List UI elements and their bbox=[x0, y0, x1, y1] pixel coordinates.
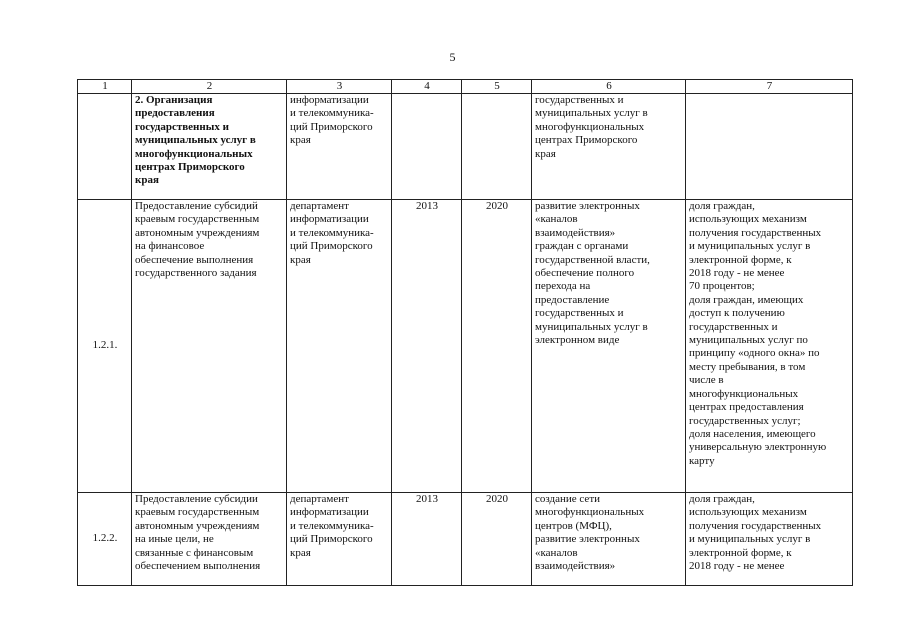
measure-name: 2. Организация предоставления государственных и муниципальных услуг в многофункциональных центрах Приморского края bbox=[132, 94, 287, 200]
row-number: 1.2.2. bbox=[78, 493, 132, 586]
column-header: 2 bbox=[132, 80, 287, 94]
row-number: 1.2.1. bbox=[78, 200, 132, 493]
measures-table bbox=[77, 79, 853, 586]
table-row bbox=[78, 94, 853, 200]
start-year: 2013 bbox=[392, 493, 462, 586]
column-header: 7 bbox=[686, 80, 853, 94]
column-header: 5 bbox=[462, 80, 532, 94]
expected-result: развитие электронных «каналов взаимодействия» граждан с органами государственной власти, обеспечение полного перехода на предоставление государственных и муниципальных услуг в электронном виде bbox=[532, 200, 686, 493]
row-number bbox=[78, 94, 132, 200]
expected-result: государственных и муниципальных услуг в многофункциональных центрах Приморского края bbox=[532, 94, 686, 200]
start-year bbox=[392, 94, 462, 200]
indicator: доля граждан, использующих механизм получения государственных и муниципальных услуг в электронной форме, к 2018 году - не менее 70 процентов; доля граждан, имеющих доступ к получению государственных и муниципальных услуг по принципу «одного окна» по месту пребывания, в том числе в многофункциональных центрах предоставления государственных услуг; доля населения, имеющего универсальную электронную карту bbox=[686, 200, 853, 493]
end-year: 2020 bbox=[462, 493, 532, 586]
end-year bbox=[462, 94, 532, 200]
measure-name: Предоставление субсидий краевым государственным автономным учреждениям на финансовое обеспечение выполнения государственного задания bbox=[132, 200, 287, 493]
executor: департамент информатизации и телекоммуника- ций Приморского края bbox=[287, 200, 392, 493]
column-header: 1 bbox=[78, 80, 132, 94]
indicator bbox=[686, 94, 853, 200]
table-header-row bbox=[78, 80, 853, 94]
table-row bbox=[78, 493, 853, 586]
expected-result: создание сети многофункциональных центров (МФЦ), развитие электронных «каналов взаимодействия» bbox=[532, 493, 686, 586]
start-year: 2013 bbox=[392, 200, 462, 493]
column-header: 4 bbox=[392, 80, 462, 94]
end-year: 2020 bbox=[462, 200, 532, 493]
column-header: 3 bbox=[287, 80, 392, 94]
table-row bbox=[78, 200, 853, 493]
executor: информатизации и телекоммуника- ций Приморского края bbox=[287, 94, 392, 200]
executor: департамент информатизации и телекоммуника- ций Приморского края bbox=[287, 493, 392, 586]
measure-name: Предоставление субсидии краевым государственным автономным учреждениям на иные цели, не связанные с финансовым обеспечением выполнения bbox=[132, 493, 287, 586]
page-number: 5 bbox=[449, 50, 456, 64]
indicator: доля граждан, использующих механизм получения государственных и муниципальных услуг в электронной форме, к 2018 году - не менее bbox=[686, 493, 853, 586]
column-header: 6 bbox=[532, 80, 686, 94]
